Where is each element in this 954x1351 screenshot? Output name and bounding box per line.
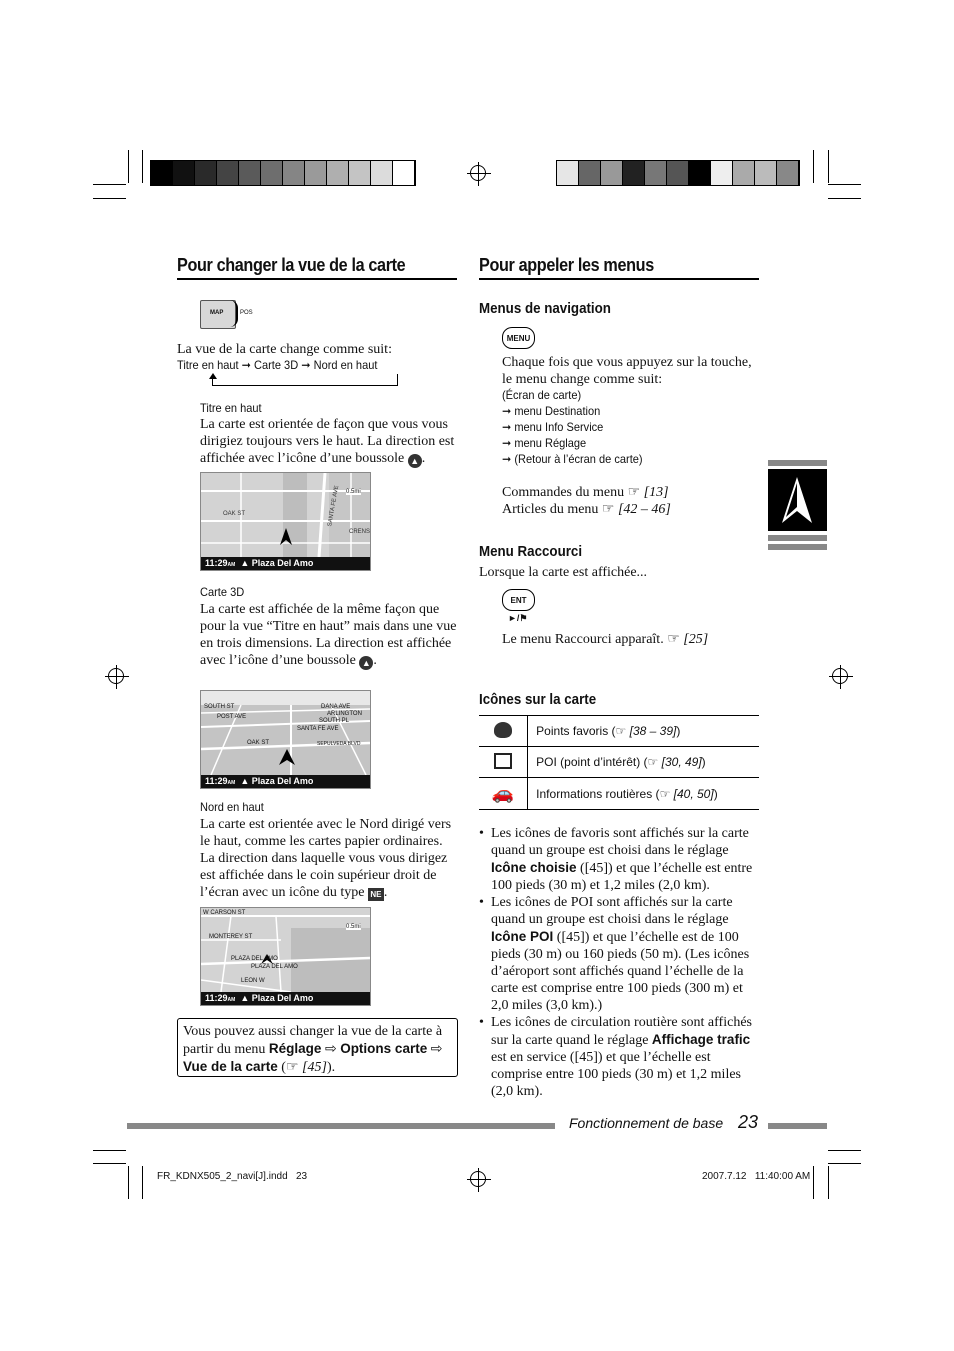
reference-hand-icon: ☞	[285, 1060, 299, 1075]
map-status-bar: 11:29AM ▲ Plaza Del Amo	[201, 557, 370, 570]
shortcut-menu-heading: Menu Raccourci	[479, 544, 583, 560]
map-street: PLAZA DEL AMO	[251, 964, 298, 970]
table-row: POI (point d’intérêt) (☞ [30, 49])	[479, 747, 759, 778]
arrow-right-icon: ➞	[502, 404, 512, 418]
map-street: MONTEREY ST	[209, 934, 253, 940]
nav-sequence	[502, 387, 643, 467]
pos-label: POS	[240, 310, 253, 316]
map-scale: 0.5mi	[346, 489, 361, 495]
mode-text: La carte est orientée avec le Nord dirigé vers le haut, comme les cartes papier ordinaires. La direction dans laquelle vous vous dirigez est affichée dans le coin supérieur droit de l’écran avec un icône du type NE .	[200, 817, 452, 900]
map-street: LEON W	[241, 978, 265, 984]
arrow-right-icon: ➞	[502, 436, 512, 450]
menu-key-button[interactable]: MENU	[502, 327, 535, 349]
dial-icon	[228, 300, 238, 327]
side-tab-top-rule	[768, 460, 827, 466]
table-row: Points favoris (☞ [38 – 39])	[479, 716, 759, 747]
reference-hand-icon: ☞	[627, 485, 641, 500]
mode-heading: Carte 3D	[200, 585, 245, 599]
shortcut-result: Le menu Raccourci apparaît. ☞ [25]	[502, 632, 709, 647]
note-text: Vous pouvez aussi changer la vue de la carte à partir du menu Réglage ⇨ Options carte ⇨ Vue de la carte (☞ [45]).	[183, 1024, 443, 1075]
map-screenshot-3d	[200, 690, 371, 789]
map-street: SOUTH PL	[319, 718, 350, 724]
print-timestamp: 2007.7.12 11:40:00 AM	[702, 1171, 811, 1182]
left-intro: La vue de la carte change comme suit:	[177, 342, 392, 357]
map-scale: 0.5mi	[346, 924, 361, 930]
menu-articles-ref: Articles du menu ☞ [42 – 46]	[502, 502, 671, 517]
map-street: CRENS	[349, 529, 371, 535]
reference-hand-icon: ☞	[601, 502, 615, 517]
mode-heading: Titre en haut	[200, 401, 262, 415]
color-bar-right	[556, 160, 800, 186]
view-cycle	[177, 357, 377, 373]
map-street: POST AVE	[217, 714, 247, 720]
arrow-right-icon: ⇨	[430, 1042, 443, 1057]
registration-mark-right	[832, 668, 848, 684]
cycle-item: Nord en haut	[313, 358, 378, 372]
nav-step: ➞ menu Destination	[502, 404, 601, 418]
side-tab-bottom-rule	[768, 535, 827, 541]
map-street: DANA AVE	[321, 704, 351, 710]
arrow-right-icon: ➞	[241, 358, 251, 372]
map-status-bar: 11:29AM ▲ Plaza Del Amo	[201, 775, 370, 788]
arrow-right-icon: ➞	[502, 452, 512, 466]
ent-key-sublabel: ►/⚑	[508, 613, 528, 623]
compass-icon: ▲	[408, 454, 422, 468]
mode-heading: Nord en haut	[200, 800, 264, 814]
navigation-arrow-icon	[768, 469, 827, 531]
list-item: • Les icônes de favoris sont affichés sur la carte quand un groupe est choisi dans le réglage Icône choisie ([45]) et que l’échelle est entre 100 pieds (30 m) et 1,2 miles (2,0 km).	[479, 825, 759, 894]
right-section-title: Pour appeler les menus	[479, 255, 654, 275]
menu-commands-ref: Commandes du menu ☞ [13]	[502, 485, 669, 500]
map-screenshot-north-up	[200, 907, 371, 1006]
arrow-right-icon: ⇨	[324, 1042, 337, 1057]
map-street: SANTA FE AVE	[297, 726, 339, 732]
favorite-points-icon	[494, 722, 512, 738]
cycle-item: Titre en haut	[177, 358, 239, 372]
reference-hand-icon: ☞	[615, 724, 630, 738]
registration-mark-left	[108, 668, 124, 684]
map-street: SOUTH ST	[204, 704, 235, 710]
footer-rule-left	[127, 1123, 555, 1129]
reference-hand-icon: ☞	[659, 786, 674, 801]
arrow-right-icon: ➞	[301, 358, 311, 372]
map-key-label: MAP	[210, 310, 224, 316]
map-street: SEPULVEDA BLVD	[317, 741, 361, 747]
reference-hand-icon: ☞	[647, 755, 662, 769]
map-status-bar: 11:29AM ▲ Plaza Del Amo	[201, 992, 370, 1005]
shortcut-intro: Lorsque la carte est affichée...	[479, 565, 648, 580]
nav-step: ➞ menu Info Service	[502, 420, 604, 434]
north-up-icon: NE	[368, 888, 384, 901]
page-number: 23	[738, 1112, 759, 1132]
nav-step: ➞ menu Réglage	[502, 436, 587, 450]
map-street: OAK ST	[247, 740, 270, 746]
icon-notes-list	[479, 825, 759, 1100]
list-item: • Les icônes de circulation routière sont affichés sur la carte quand le réglage Affichage trafic est en service ([45]) et que l’échelle est comprise entre 100 pieds (30 m) et 1,2 miles (2,0 km).	[479, 1014, 759, 1100]
map-icons-heading: Icônes sur la carte	[479, 692, 597, 708]
note-box	[177, 1018, 458, 1077]
footer-rule-right	[768, 1123, 827, 1129]
nav-step: ➞ (Retour à l’écran de carte)	[502, 452, 643, 466]
map-street: OAK ST	[223, 511, 246, 517]
color-bar-left	[150, 160, 416, 186]
registration-mark-bottom	[470, 1171, 486, 1187]
mode-text: La carte est affichée de la même façon que pour la vue “Titre en haut” mais dans une vue en trois dimensions. La direction est affichée avec l’icône d’une boussole ▲ .	[200, 602, 457, 668]
footer-section-name: Fonctionnement de base	[569, 1115, 724, 1131]
compass-icon: ▲	[359, 656, 373, 670]
traffic-info-icon: 🚗	[491, 783, 515, 803]
left-section-title: Pour changer la vue de la carte	[177, 255, 406, 275]
map-street: PLAZA DEL AMO	[231, 956, 278, 962]
map-icons-table	[479, 715, 759, 810]
side-tab-bottom-rule	[768, 544, 827, 550]
table-row: 🚗 Informations routières (☞ [40, 50])	[479, 778, 759, 810]
map-street: W CARSON ST	[203, 910, 246, 916]
nav-step: (Écran de carte)	[502, 388, 582, 402]
arrow-right-icon: ➞	[502, 420, 512, 434]
ent-key-button[interactable]: ENT	[502, 589, 535, 611]
map-street: ARLINGTON	[327, 711, 362, 717]
registration-mark-top	[470, 165, 486, 181]
nav-intro: Chaque fois que vous appuyez sur la touche, le menu change comme suit:	[502, 355, 752, 387]
map-street: SANTA FE AVE	[327, 485, 341, 527]
mode-text: La carte est orientée de façon que vous vous dirigiez toujours vers le haut. La direction est affichée avec l’icône d’une boussole ▲ .	[200, 417, 455, 466]
map-screenshot-heading-up	[200, 472, 371, 571]
poi-icon	[494, 753, 512, 769]
list-item: • Les icônes de POI sont affichés sur la carte quand un groupe est choisi dans le réglage Icône POI ([45]) et que l’échelle est de 100 pieds (30 m) ou 160 pieds (50 m). (Les icônes d’aéroport sont affichés quand l’échelle de la carte est comprise entre 100 pieds (300 m) et 2,0 miles (3,0 km).)	[479, 894, 759, 1014]
reference-hand-icon: ☞	[667, 632, 680, 647]
file-slug: FR_KDNX505_2_navi[J].indd 23	[157, 1171, 308, 1182]
right-title-rule	[479, 278, 759, 280]
side-tab	[768, 469, 827, 531]
nav-menus-heading: Menus de navigation	[479, 301, 611, 317]
cycle-item: Carte 3D	[253, 358, 299, 372]
left-title-rule	[177, 278, 457, 280]
